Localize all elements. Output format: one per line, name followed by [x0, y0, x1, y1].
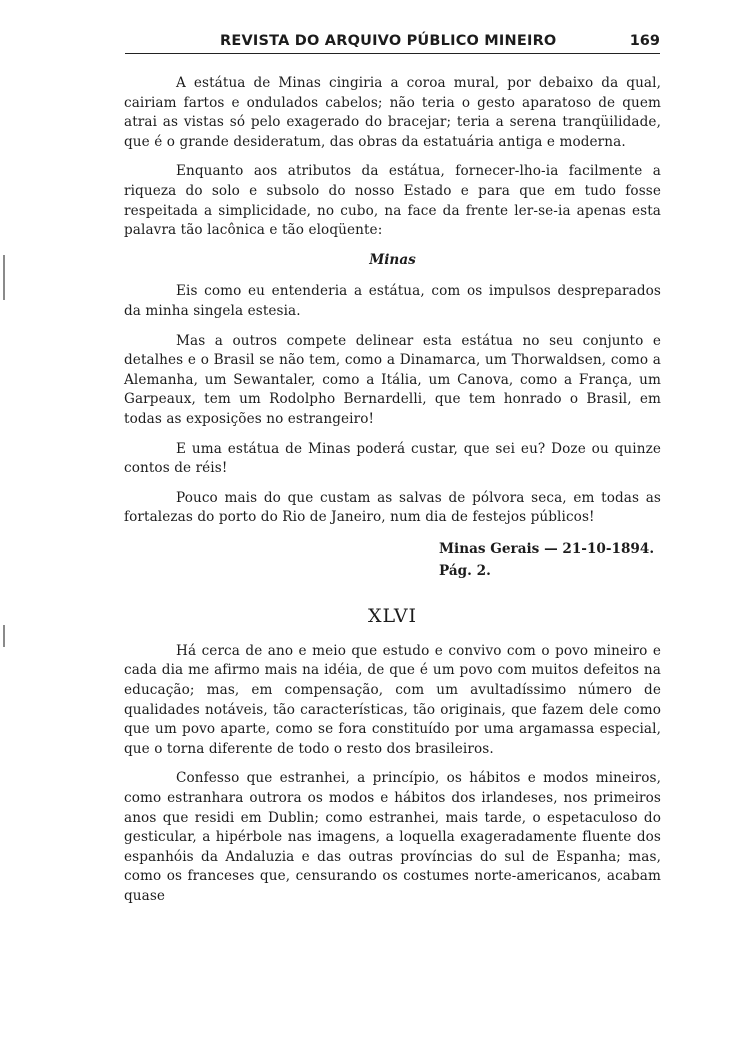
paragraph: Há cerca de ano e meio que estudo e convivo com o povo mineiro e cada dia me afirmo mais na idéia, de que é um povo com muitos defeitos na educação; mas, em compensação, com um avultadíssimo número de qualidades notáveis, tão características, tão originais, que fazem dele como que um povo aparte, como se fora constituído por uma argamassa especial, que o torna diferente de todo o resto dos brasileiros.: [124, 642, 661, 757]
section-title: XLVI: [367, 604, 418, 627]
paragraph: Pouco mais do que custam as salvas de pólvora seca, em todas as fortalezas do porto do Rio de Janeiro, num dia de festejos públicos!: [124, 489, 661, 526]
paragraph: Enquanto aos atributos da estátua, fornecer-lho-ia facilmente a riqueza do solo e subsolo do nosso Estado e para que em tudo fosse respeitada a simplicidade, no cubo, na face da frente ler-se-ia apenas esta palavra tão lacônica e tão eloqüente:: [124, 163, 661, 239]
journal-title: REVISTA DO ARQUIVO PÚBLICO MINEIRO: [220, 33, 557, 49]
running-header: [125, 33, 660, 54]
paragraph: Eis como eu entenderia a estátua, com os impulsos despreparados da minha singela estesia.: [124, 283, 661, 319]
signature-page: Pág. 2.: [439, 562, 491, 579]
page-body: [124, 74, 661, 917]
paragraph: A estátua de Minas cingiria a coroa mural, por debaixo da qual, cairiam fartos e ondulados cabelos; não teria o gesto aparatoso de quem atrai as vistas só pelo exagerado do bracejar; teria a serena tranqüilidade, que é o grande desideratum, das obras da estatuária antiga e moderna.: [124, 75, 661, 150]
signature-date: Minas Gerais — 21-10-1894.: [439, 540, 655, 557]
scan-edge-mark: [3, 255, 5, 300]
paragraph: Confesso que estranhei, a princípio, os hábitos e modos mineiros, como estranhara outrora os modos e hábitos dos irlandeses, nos primeiros anos que residi em Dublin; como estranhei, mais tarde, o espetaculoso do gesticular, a hipérbole nas imagens, a loquella exageradamente fluente dos espanhóis da Andaluzia e das outras províncias do sul de Espanha; mas, como os franceses que, censurando os costumes norte-americanos, acabam quase: [124, 770, 661, 904]
paragraph: Mas a outros compete delinear esta estátua no seu conjunto e detalhes e o Brasil se não tem, como a Dinamarca, um Thorwaldsen, como a Alemanha, um Sewantaler, como a Itália, um Canova, como a França, um Garpeaux, tem um Rodolpho Bernardelli, que tem honrado o Brasil, em todas as exposições no estrangeiro!: [124, 332, 661, 427]
paragraph: E uma estátua de Minas poderá custar, que sei eu? Doze ou quinze contos de réis!: [124, 440, 661, 477]
signature-block: [439, 538, 661, 582]
page-number: 169: [629, 33, 660, 49]
inscription-word: Minas: [369, 251, 416, 268]
scan-edge-mark: [3, 625, 5, 647]
